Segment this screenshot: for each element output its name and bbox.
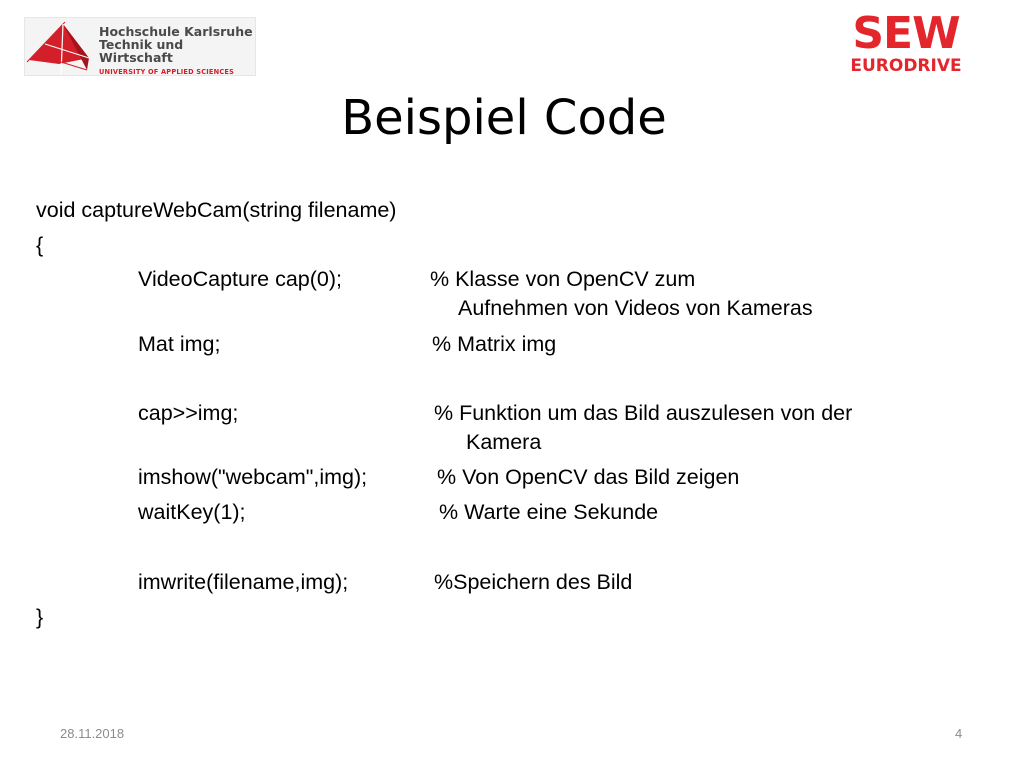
- code-comment: % Warte eine Sekunde: [439, 500, 659, 524]
- close-brace: }: [36, 605, 44, 629]
- logo-line-3: UNIVERSITY OF APPLIED SCIENCES: [99, 68, 235, 76]
- open-brace: {: [36, 233, 44, 257]
- code-line-imwrite: imwrite(filename,img);: [138, 570, 349, 594]
- sew-logo-text: SEW: [852, 8, 960, 59]
- code-line-videocapture: VideoCapture cap(0);: [138, 267, 342, 291]
- code-line-cap: cap>>img;: [138, 401, 239, 425]
- hochschule-karlsruhe-logo: [24, 17, 256, 76]
- code-line-mat: Mat img;: [138, 332, 221, 356]
- pyramid-logo-icon: [25, 18, 97, 76]
- code-comment: % Funktion um das Bild auszulesen von der: [434, 401, 853, 425]
- footer-date: 28.11.2018: [60, 726, 125, 741]
- hochschule-logo-text: [99, 25, 255, 77]
- code-comment: % Klasse von OpenCV zum: [430, 267, 696, 291]
- eurodrive-logo-text: EURODRIVE: [850, 56, 962, 76]
- logo-line-1: Hochschule Karlsruhe: [99, 24, 253, 39]
- page-number: 4: [955, 726, 963, 741]
- function-signature: void captureWebCam(string filename): [36, 198, 397, 222]
- logo-line-2: Technik und Wirtschaft: [99, 37, 184, 65]
- code-line-imshow: imshow("webcam",img);: [138, 465, 368, 489]
- code-comment: Kamera: [466, 430, 542, 454]
- code-comment: % Von OpenCV das Bild zeigen: [437, 465, 740, 489]
- code-line-waitkey: waitKey(1);: [138, 500, 246, 524]
- code-comment: Aufnehmen von Videos von Kameras: [458, 296, 813, 320]
- code-comment: % Matrix img: [432, 332, 557, 356]
- code-comment: %Speichern des Bild: [434, 570, 633, 594]
- slide-title: Beispiel Code: [341, 90, 667, 146]
- sew-eurodrive-logo: [838, 8, 974, 78]
